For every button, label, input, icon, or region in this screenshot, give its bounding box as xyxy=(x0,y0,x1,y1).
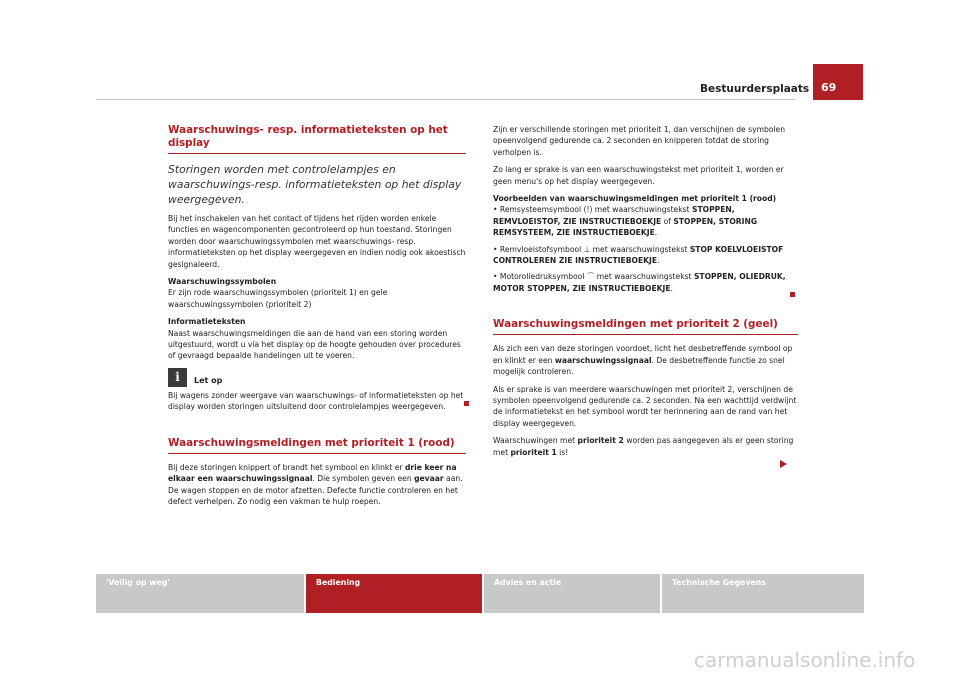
right-column xyxy=(493,124,798,464)
priority-2-paragraph: Als zich een van deze storingen voordoet, licht het desbetreffende symbool op en klinkt er een waarschuwingssignaal. De desbetreffende functie zo snel mogelijk controleren. xyxy=(493,344,793,377)
intro-paragraph: Bij het inschakelen van het contact of tijdens het rijden worden enkele functies en wagencomponenten gecontroleerd op hun toestand. Storingen worden door waarschuwingssymbolen met waarschuwings- resp. informatieteksten op het display weergegeven en indien nodig ook akoestisch gesignaleerd. xyxy=(168,214,466,269)
info-paragraph: Naast waarschuwingsmeldingen die aan de hand van een storing worden uitgestuurd, wordt u via het display op de hoogte gehouden over procedures of gevraagd bepaalde handelingen uit te voeren. xyxy=(168,328,461,361)
heading-examples: Voorbeelden van waarschuwingsmeldingen met prioriteit 1 (rood) xyxy=(493,194,777,204)
note-box xyxy=(168,368,466,387)
heading-info-texts: Informatieteksten xyxy=(168,317,246,327)
no-menu-paragraph: Zo lang er sprake is van een waarschuwingstekst met prioriteit 1, worden er geen menu's op het display weergegeven. xyxy=(493,165,784,186)
page-number-box xyxy=(813,64,863,100)
list-item: • Remsysteemsymbool (!) met waarschuwingstekst STOPPEN, REMVLOEISTOF, ZIE INSTRUCTIEBOEKJE of STOPPEN, STORING REMSYSTEEM, ZIE INSTRUCTIEBOEKJE. xyxy=(493,205,758,238)
tab-bediening[interactable]: Bediening xyxy=(306,574,482,613)
multiple-faults-paragraph: Zijn er verschillende storingen met prioriteit 1, dan verschijnen de symbolen opeenvolgend gedurende ca. 2 seconden en knipperen totdat de storing verholpen is. xyxy=(493,125,786,157)
section-title-priority-1: Waarschuwingsmeldingen met prioriteit 1 (rood) xyxy=(168,437,466,454)
tab-advies-en-actie[interactable]: Advies en actie xyxy=(484,574,660,613)
oil-pressure-icon: ⌒ xyxy=(586,272,595,282)
priority-1-paragraph: Bij deze storingen knippert of brandt het symbool en klinkt er drie keer na elkaar een waarschuwingssignaal. Die symbolen geven een gevaar aan. De wagen stoppen en de motor afzetten. Defecte functie controleren en het defect verhelpen. Zo nodig een vakman te hulp roepen. xyxy=(168,462,463,506)
tab-veilig-op-weg[interactable]: 'Veilig op weg' xyxy=(96,574,304,613)
header-divider xyxy=(96,99,796,100)
note-label: Let op xyxy=(194,376,223,386)
symbols-paragraph: Er zijn rode waarschuwingssymbolen (prioriteit 1) en gele waarschuwingssymbolen (prioriteit 2) xyxy=(168,288,388,309)
section-end-marker xyxy=(464,401,469,406)
section-title-priority-2: Waarschuwingsmeldingen met prioriteit 2 (geel) xyxy=(493,318,798,335)
info-note-icon: i xyxy=(168,368,187,387)
coolant-icon: ⊥ xyxy=(583,244,591,254)
priority-note-paragraph: Waarschuwingen met prioriteit 2 worden pas aangegeven als er geen storing met prioriteit 1 is! xyxy=(493,436,794,457)
left-column xyxy=(168,124,466,513)
multiple-warnings-paragraph: Als er sprake is van meerdere waarschuwingen met prioriteit 2, verschijnen de symbolen opeenvolgend gedurende ca. 2 seconden. Na een wachttijd verdwijnt de informatietekst en het symbool wordt ter herinnering aan de rand van het display weergegeven. xyxy=(493,384,797,428)
heading-warning-symbols: Waarschuwingssymbolen xyxy=(168,277,277,287)
watermark: carmanualsonline.info xyxy=(694,648,916,672)
list-item: • Motoroliedruksymbool ⌒ met waarschuwingstekst STOPPEN, OLIEDRUK, MOTOR STOPPEN, ZIE INSTRUCTIEBOEKJE. xyxy=(493,272,786,293)
note-paragraph: Bij wagens zonder weergave van waarschuwings- of informatieteksten op het display worden storingen uitsluitend door controlelampjes weergegeven. xyxy=(168,390,464,412)
list-item: • Remvloeistofsymbool ⊥ met waarschuwingstekst STOP KOELVLOEISTOF CONTROLEREN ZIE INSTRUCTIEBOEKJE. xyxy=(493,244,784,266)
section-end-marker xyxy=(790,292,795,297)
page-number: 69 xyxy=(821,81,837,94)
brake-system-icon: (!) xyxy=(583,205,593,215)
section-title-display: Waarschuwings- resp. informatieteksten op het display xyxy=(168,124,466,154)
page-header-title: Bestuurdersplaats xyxy=(700,83,810,95)
section-subtitle: Storingen worden met controlelampjes en waarschuwings-resp. informatieteksten op het display weergegeven. xyxy=(168,163,462,206)
continue-arrow-icon xyxy=(780,460,787,468)
tab-technische-gegevens[interactable]: Technische Gegevens xyxy=(662,574,864,613)
